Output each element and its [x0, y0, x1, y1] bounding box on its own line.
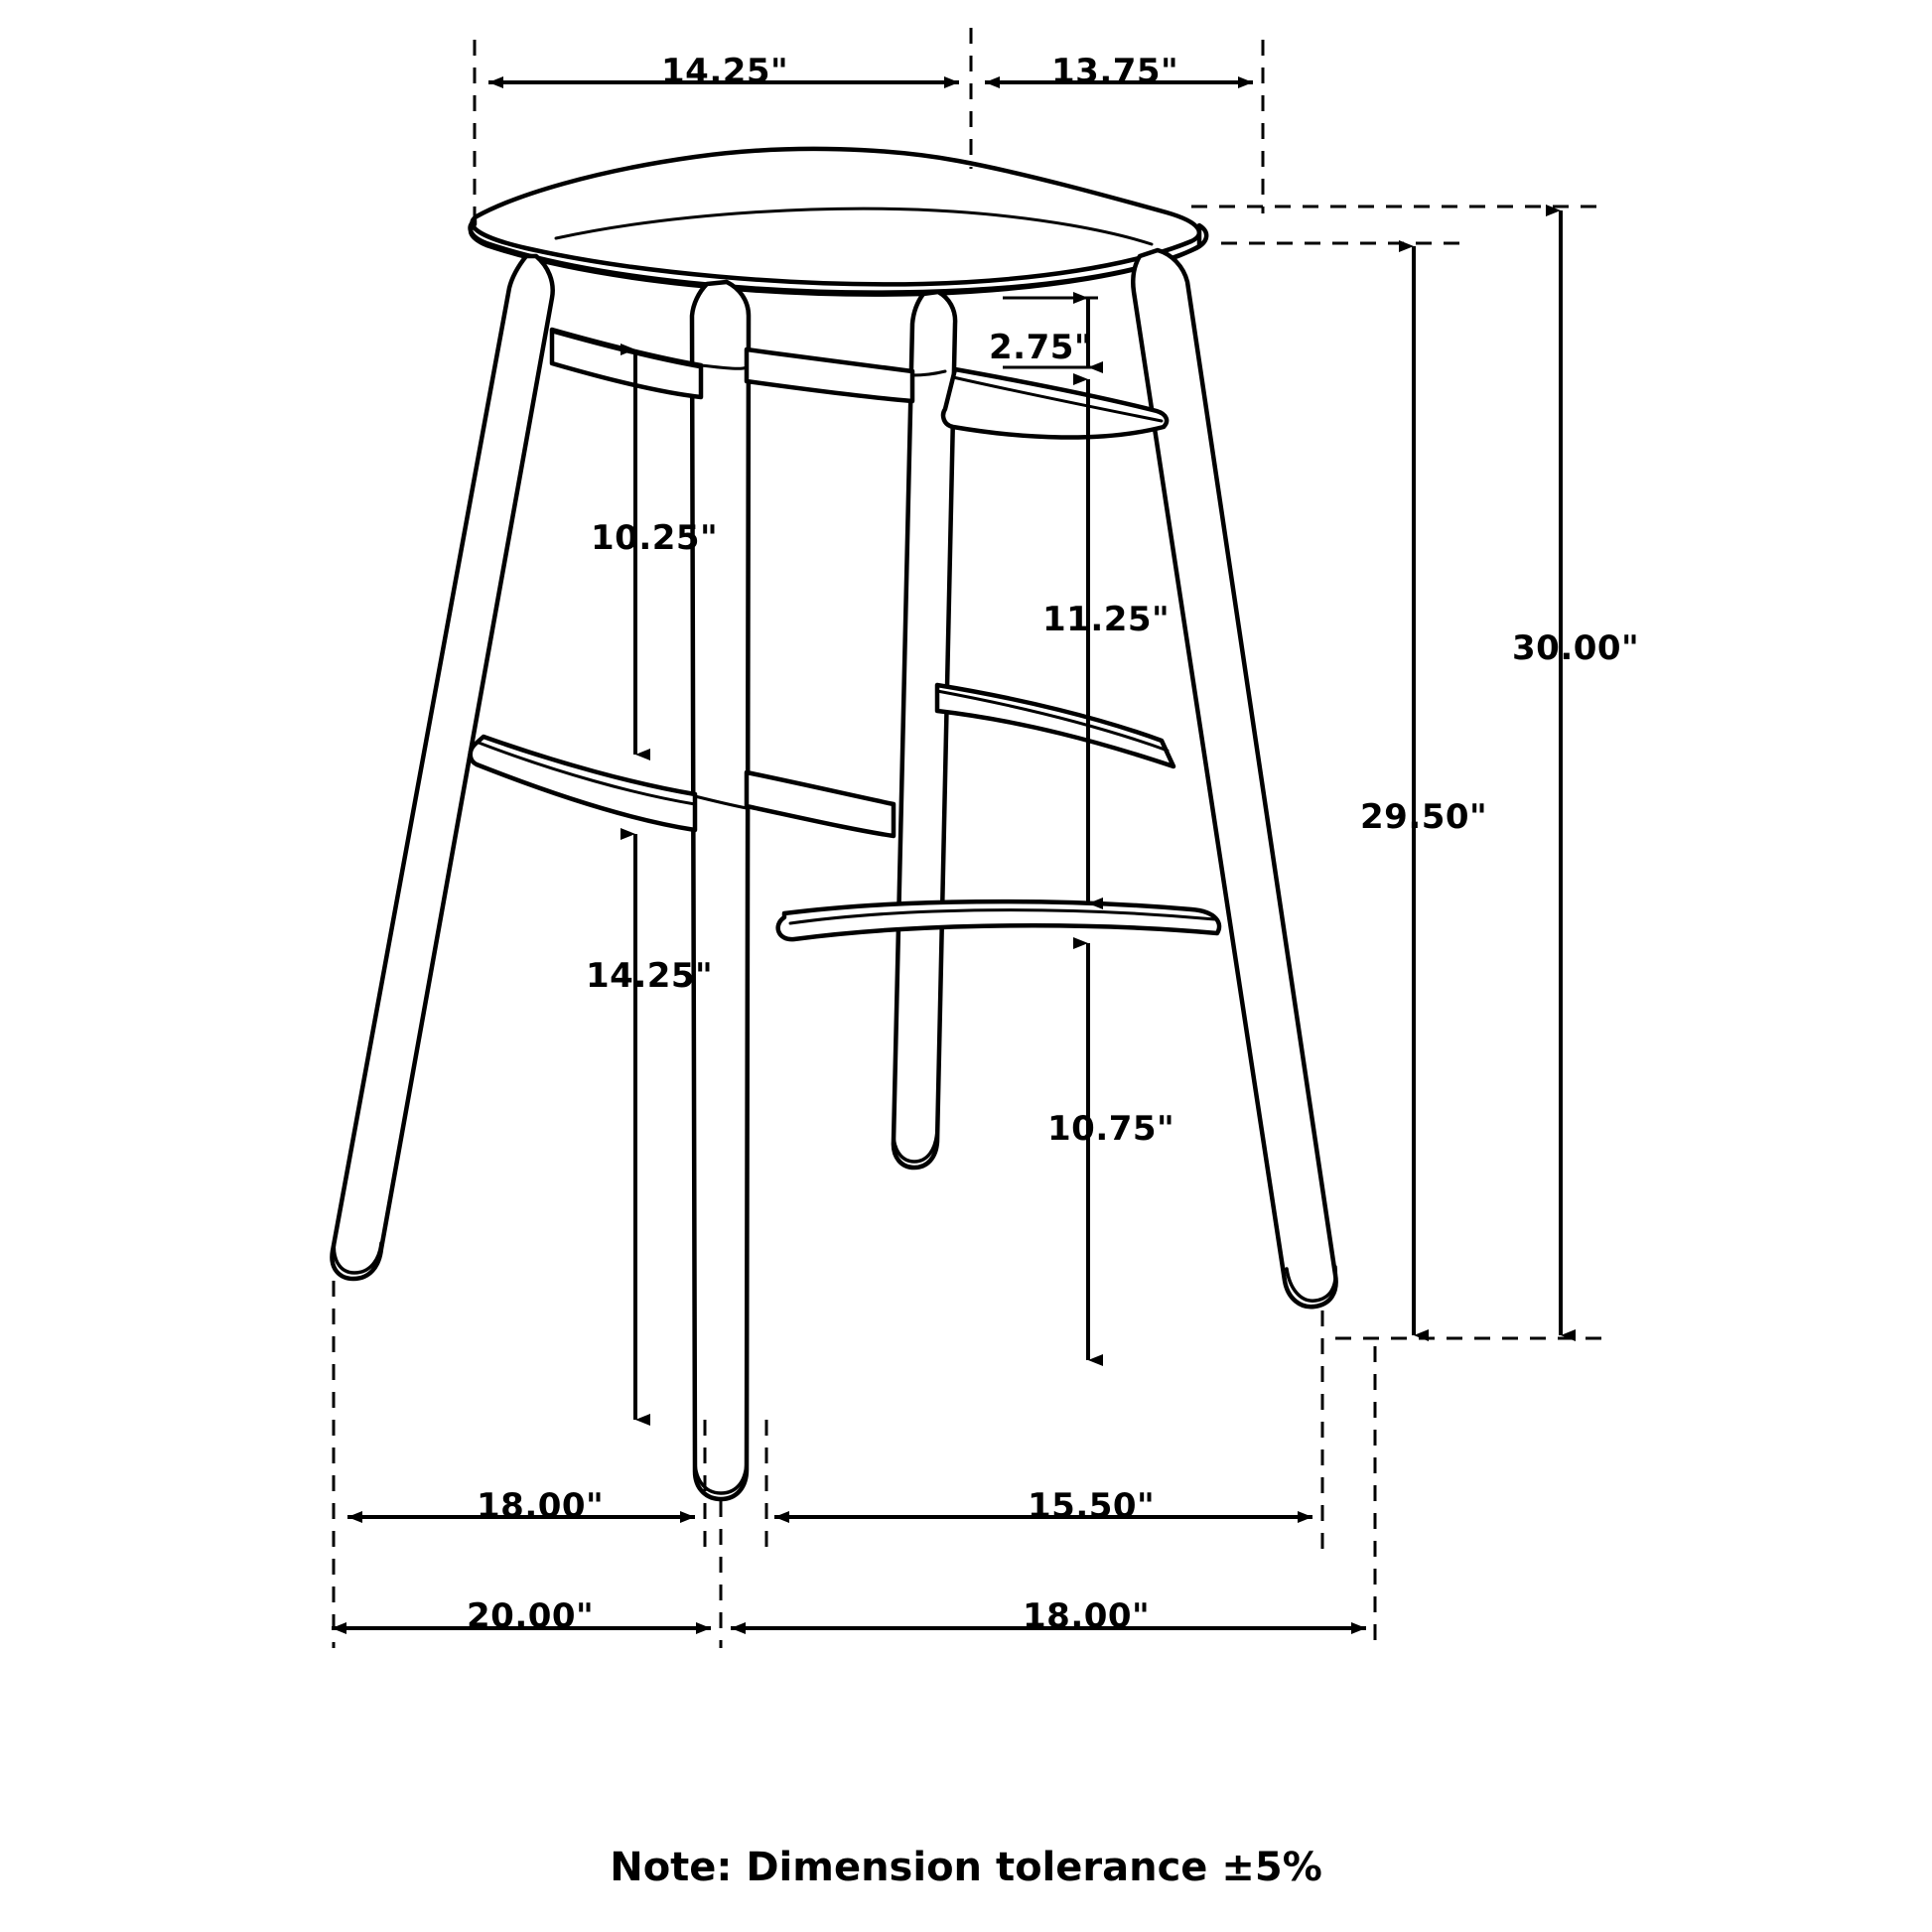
dim-label-bottom-right-depth: 15.50": [1028, 1486, 1156, 1526]
rail-lower-center: [747, 772, 894, 836]
dim-label-footprint-left: 20.00": [467, 1596, 595, 1636]
seat-top: [472, 149, 1199, 285]
stool-body: [332, 149, 1335, 1499]
dim-label-footprint-right: 18.00": [1023, 1596, 1151, 1636]
stretcher-lower-right: [778, 901, 1219, 939]
dim-label-seat-height: 29.50": [1360, 797, 1488, 837]
dim-label-left-lower-height: 14.25": [586, 956, 714, 996]
dim-label-overall-height: 30.00": [1512, 628, 1640, 668]
dim-label-right-lower-height: 10.75": [1047, 1109, 1175, 1149]
dim-label-seat-to-rail: 2.75": [989, 328, 1093, 367]
tolerance-note: Note: Dimension tolerance ±5%: [610, 1845, 1322, 1890]
dim-label-bottom-left-depth: 18.00": [477, 1486, 605, 1526]
dim-label-right-upper-height: 11.25": [1042, 600, 1171, 639]
dim-label-top-right-width: 13.75": [1051, 52, 1179, 91]
stretcher-upper-right: [943, 369, 1167, 438]
dim-label-left-rail-height: 10.25": [591, 518, 719, 558]
rail-upper-center: [747, 349, 912, 401]
dim-label-top-left-width: 14.25": [661, 52, 789, 91]
leg-front-left: [692, 282, 749, 1499]
